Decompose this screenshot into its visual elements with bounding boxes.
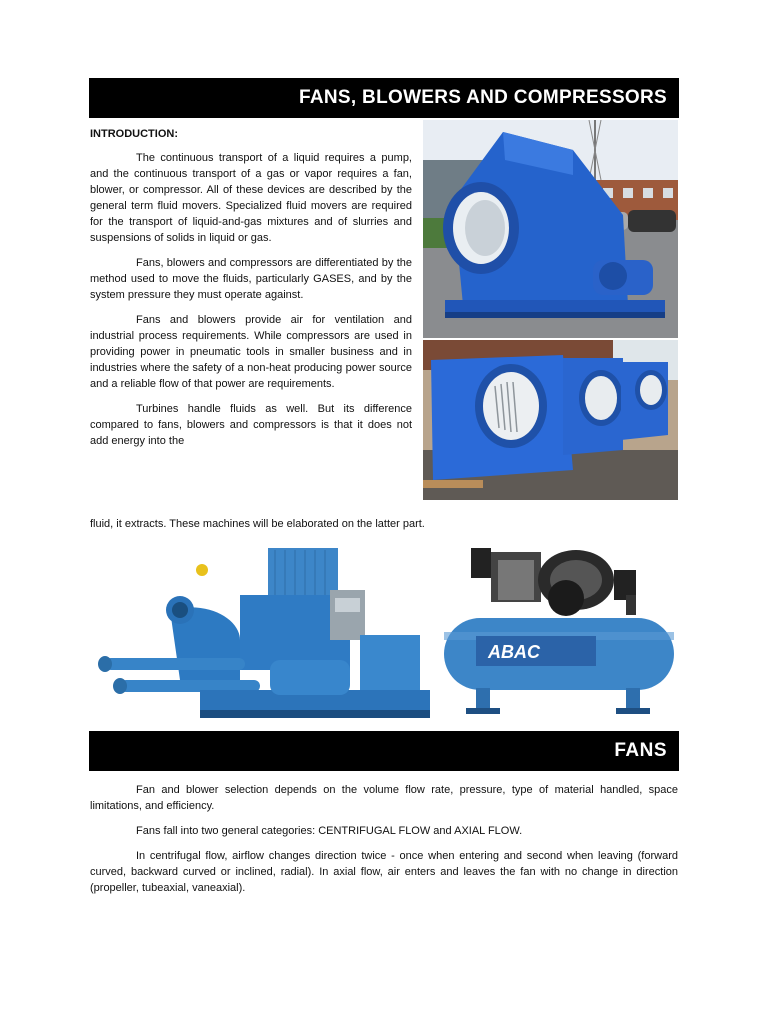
fans-section-banner [89,731,679,771]
intro-paragraph-4-end: fluid, it extracts. These machines will be elaborated on the latter part. [90,518,425,530]
intro-paragraph-2: Fans, blowers and compressors are differentiated by the method used to move the fluids, particularly GASES, and by the system pressure they must operate against. [90,257,412,301]
introduction-heading: INTRODUCTION: [90,128,178,140]
introduction-section [90,126,412,458]
fans-section-body [90,782,678,905]
turbo-compressor-photo [90,540,435,730]
intro-paragraph-3: Fans and blowers provide air for ventilation and industrial process requirements. While compressors are used in providing power in pneumatic tools in smaller business and in industries where the safety of a non-heat producing power source and a reliable flow of that power are requirements. [90,314,412,390]
intro-paragraph-4: Turbines handle fluids as well. But its difference compared to fans, blowers and compressors is that it does not add energy into the [90,403,412,447]
piston-compressor-photo [436,540,678,730]
page-title-banner [89,78,679,118]
abac-brand-label: ABAC [488,642,540,662]
fan-row-photo [423,340,678,500]
page-title: FANS, BLOWERS AND COMPRESSORS [299,87,667,108]
centrifugal-fan-photo [423,120,678,338]
fans-paragraph-1: Fan and blower selection depends on the volume flow rate, pressure, type of material handled, space limitations, and efficiency. [90,784,678,812]
fans-section-title: FANS [614,740,667,761]
fans-paragraph-3: In centrifugal flow, airflow changes direction twice - once when entering and second when leaving (forward curved, backward curved or inclined, radial). In axial flow, air enters and leaves the fan with no change in direction (propeller, tubeaxial, vaneaxial). [90,850,678,894]
fans-paragraph-2: Fans fall into two general categories: CENTRIFUGAL FLOW and AXIAL FLOW. [136,825,523,837]
intro-paragraph-1: The continuous transport of a liquid requires a pump, and the continuous transport of a gas or vapor requires a fan, blower, or compressor. All of these devices are described by the general term fluid movers. Specialized fluid movers are required for the transport of liquid-and-gas mixtures and of slurries and suspensions of solids in liquid or gas. [90,152,412,244]
